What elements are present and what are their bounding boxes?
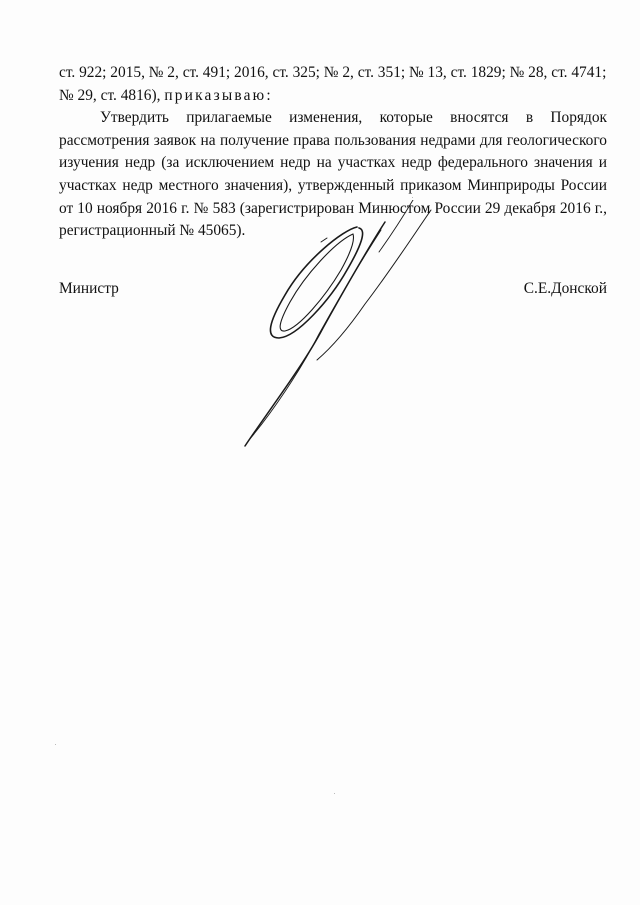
legal-references-text: ст. 922; 2015, № 2, ст. 491; 2016, ст. 325; № 2, ст. 351; № 13, ст. 1829; № 28, ст. 4741; <box>59 64 607 81</box>
order-keyword: приказываю: <box>164 86 273 104</box>
signatory-name: С.Е.Донской <box>523 280 607 297</box>
scan-speck <box>334 793 335 794</box>
lead-line-1 <box>59 62 607 85</box>
lead-line-2 <box>59 85 607 108</box>
order-paragraph: Утвердить прилагаемые изменения, которые вносятся в Порядок рассмотрения заявок на получение права пользования недрами для геологического изучения недр (за исключением недр на участках недр федерального значения и участках недр местного значения), утвержденный приказом Минприроды России от 10 ноября 2016 г. № 583 (зарегистрирован Минюстом России 29 декабря 2016 г., регистрационный № 45065). <box>59 109 607 240</box>
legal-references-end: № 29, ст. 4816), <box>59 86 165 104</box>
handwritten-signature <box>235 200 435 455</box>
scan-speck <box>55 744 56 745</box>
signatory-title: Министр <box>59 280 119 297</box>
scan-speck <box>412 197 413 198</box>
